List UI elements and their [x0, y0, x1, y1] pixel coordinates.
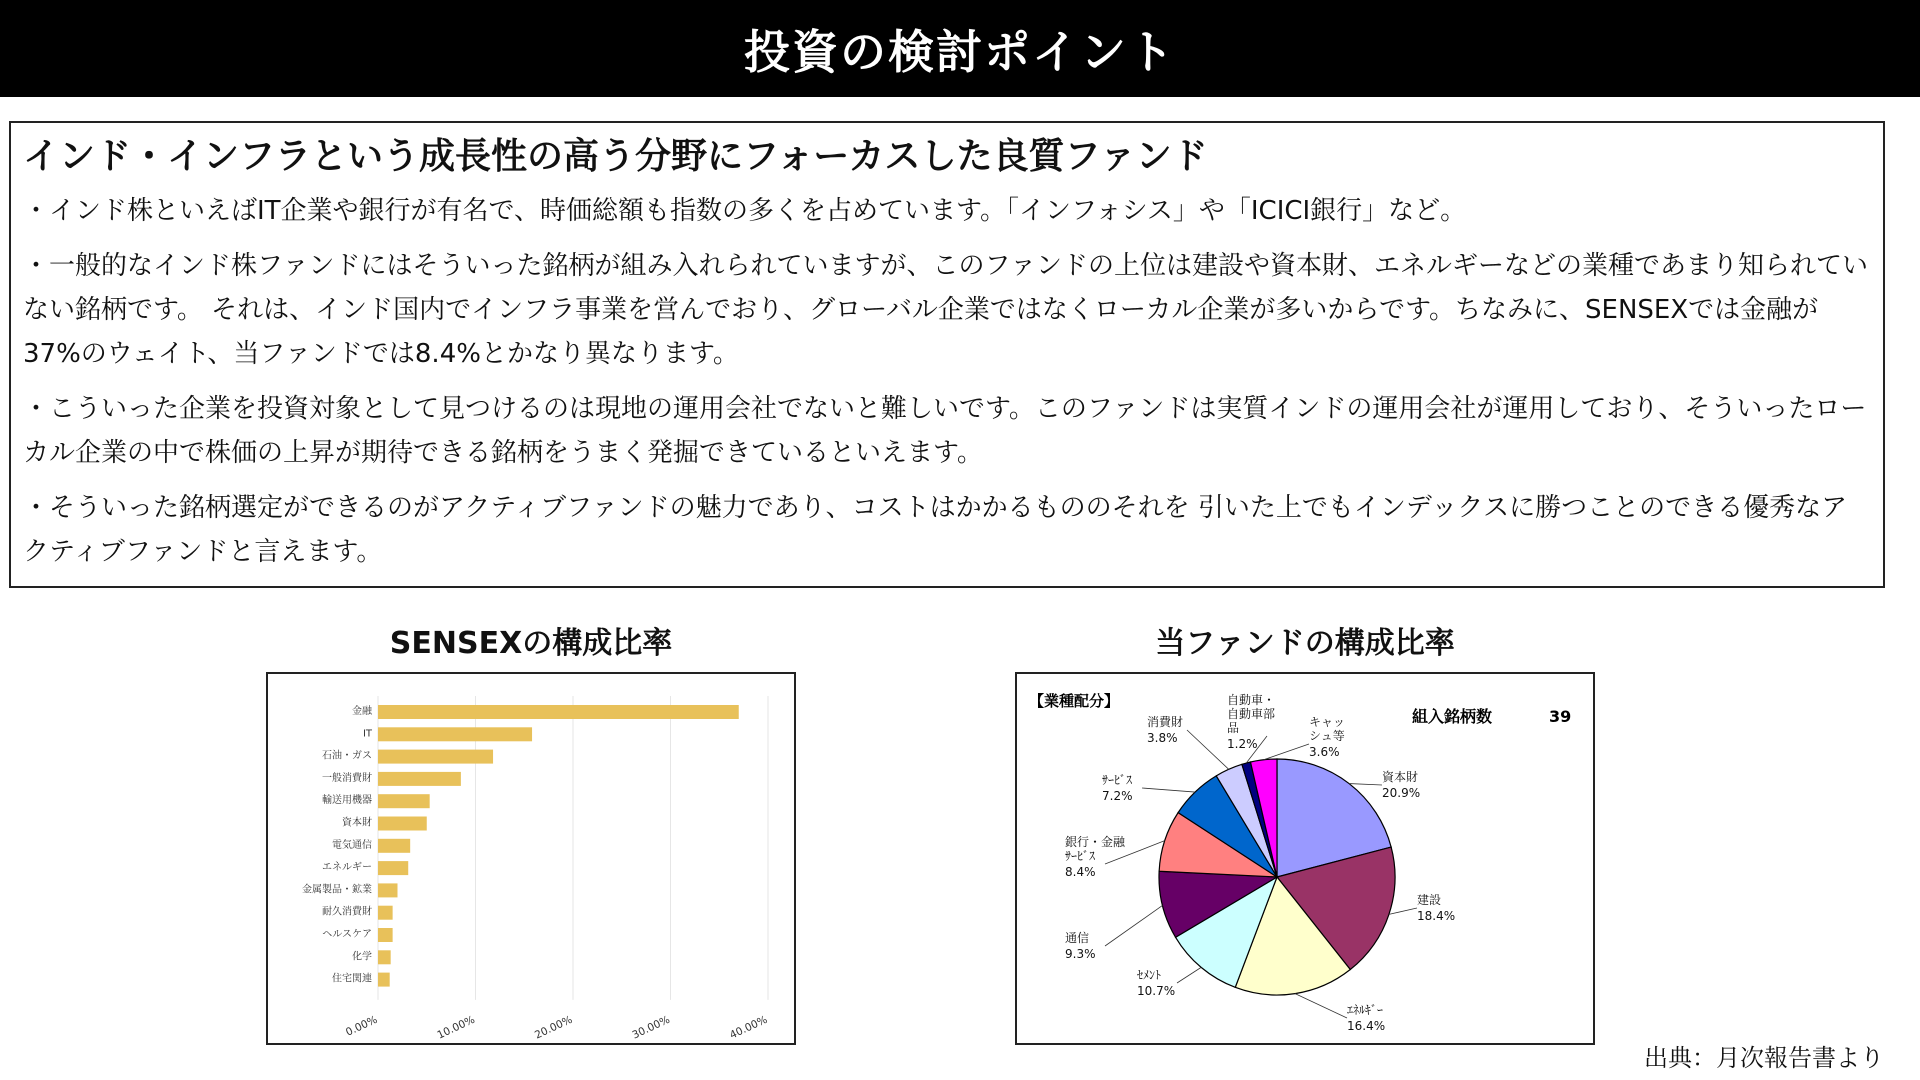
- page-title: 投資の検討ポイント: [0, 0, 1920, 97]
- bar: [378, 817, 427, 831]
- slice-value-label: 18.4%: [1417, 909, 1456, 923]
- holdings-count-value: 39: [1549, 707, 1572, 726]
- leader-line: [1142, 788, 1195, 792]
- fund-chart: [1015, 672, 1595, 1045]
- leader-line: [1389, 908, 1417, 914]
- slice-name-label: 資本財: [1382, 770, 1419, 784]
- holdings-count-label: 組入銘柄数: [1412, 707, 1493, 726]
- summary-box: [9, 121, 1885, 588]
- slice-name-label: ｾﾒﾝﾄ: [1137, 968, 1162, 982]
- slice-value-label: 16.4%: [1347, 1019, 1386, 1033]
- slice-name-label: 消費財: [1147, 715, 1184, 729]
- fund-pie-chart: [1017, 674, 1593, 1043]
- bar: [378, 950, 391, 964]
- slice-name-label: シュ等: [1309, 729, 1345, 743]
- x-tick-label: 40.00%: [727, 1013, 770, 1042]
- slice-value-label: 8.4%: [1065, 865, 1096, 879]
- category-label: 資本財: [342, 817, 372, 829]
- slice-name-label: ｻｰﾋﾞｽ: [1102, 773, 1133, 787]
- leader-line: [1295, 994, 1347, 1018]
- bar: [378, 906, 393, 920]
- slice-value-label: 3.8%: [1147, 731, 1178, 745]
- category-label: 金属製品・鉱業: [302, 884, 372, 896]
- fund-chart-title: 当ファンドの構成比率: [1155, 626, 1455, 661]
- slice-name-label: キャッ: [1309, 715, 1346, 729]
- leader-line: [1177, 967, 1201, 983]
- slice-value-label: 9.3%: [1065, 947, 1096, 961]
- leader-line: [1187, 730, 1229, 769]
- slice-name-label: 自動車・: [1227, 693, 1276, 707]
- paragraph-4: ・そういった銘柄選定ができるのがアクティブファンドの魅力であり、コストはかかるもののそれを 引いた上でもインデックスに勝つことのできる優秀なアクティブファンドと言えます。: [23, 493, 1848, 567]
- bar: [378, 861, 408, 875]
- slice-value-label: 7.2%: [1102, 789, 1133, 803]
- bar: [378, 727, 532, 741]
- category-label: ヘルスケア: [322, 929, 372, 940]
- category-label: IT: [362, 728, 372, 740]
- bar: [378, 973, 390, 987]
- category-label: 化学: [352, 951, 372, 963]
- slice-name-label: 建設: [1417, 893, 1442, 907]
- category-label: 電気通信: [332, 839, 372, 851]
- sensex-bar-chart: [268, 674, 794, 1043]
- category-label: 住宅関連: [332, 973, 372, 985]
- slice-value-label: 3.6%: [1309, 745, 1340, 759]
- category-label: 一般消費財: [322, 772, 372, 784]
- bar: [378, 794, 430, 808]
- source-note: 出典：月次報告書より: [1644, 1044, 1884, 1072]
- slice-name-label: 通信: [1065, 931, 1090, 945]
- bar: [378, 705, 739, 719]
- x-tick-label: 30.00%: [630, 1013, 672, 1042]
- category-label: エネルギー: [322, 862, 372, 874]
- paragraph-1: ・インド株といえばIT企業や銀行が有名で、時価総額も指数の多くを占めています。「インフォシス」や「ICICI銀行」など。: [23, 196, 1467, 226]
- x-tick-label: 20.00%: [532, 1013, 575, 1042]
- bar: [378, 772, 461, 786]
- slice-name-label: 自動車部: [1227, 707, 1276, 721]
- slice-name-label: ｴﾈﾙｷﾞｰ: [1347, 1003, 1384, 1017]
- bar: [378, 883, 398, 897]
- slice-value-label: 10.7%: [1137, 984, 1176, 998]
- category-label: 輸送用機器: [322, 795, 372, 807]
- headline: インド・インフラという成長性の高う分野にフォーカスした良質ファンド: [23, 136, 1208, 177]
- pie-header-label: 【業種配分】: [1029, 692, 1120, 710]
- bar: [378, 839, 410, 853]
- slice-name-label: 銀行・金融: [1065, 835, 1126, 849]
- leader-line: [1264, 744, 1309, 760]
- sensex-chart: [266, 672, 796, 1045]
- category-label: 金融: [352, 706, 372, 717]
- bar: [378, 750, 493, 764]
- bar: [378, 928, 393, 942]
- category-label: 石油・ガス: [322, 750, 372, 762]
- category-label: 耐久消費財: [322, 906, 372, 918]
- slice-name-label: ｻｰﾋﾞｽ: [1065, 849, 1096, 863]
- paragraph-2: ・一般的なインド株ファンドにはそういった銘柄が組み入れられていますが、このファンドの上位は建設や資本財、エネルギーなどの業種であまり知られていない銘柄です。 それは、インド国内でインフラ事業を営んでおり、グローバル企業ではなくローカル企業が多いからです。ちなみに、SENSEXでは金融が37%のウェイト、当ファンドでは8.4%とかなり異なります。: [23, 251, 1868, 369]
- slice-value-label: 20.9%: [1382, 786, 1421, 800]
- x-tick-label: 10.00%: [435, 1013, 477, 1042]
- leader-line: [1349, 784, 1382, 785]
- paragraph-3: ・こういった企業を投資対象として見つけるのは現地の運用会社でないと難しいです。このファンドは実質インドの運用会社が運用しており、そういったローカル企業の中で株価の上昇が期待できる銘柄をうまく発掘できているといえます。: [23, 394, 1867, 468]
- x-tick-label: 0.00%: [343, 1013, 380, 1039]
- sensex-chart-title: SENSEXの構成比率: [389, 626, 673, 661]
- leader-line: [1105, 905, 1162, 946]
- slice-value-label: 1.2%: [1227, 737, 1258, 751]
- slice-name-label: 品: [1227, 721, 1240, 735]
